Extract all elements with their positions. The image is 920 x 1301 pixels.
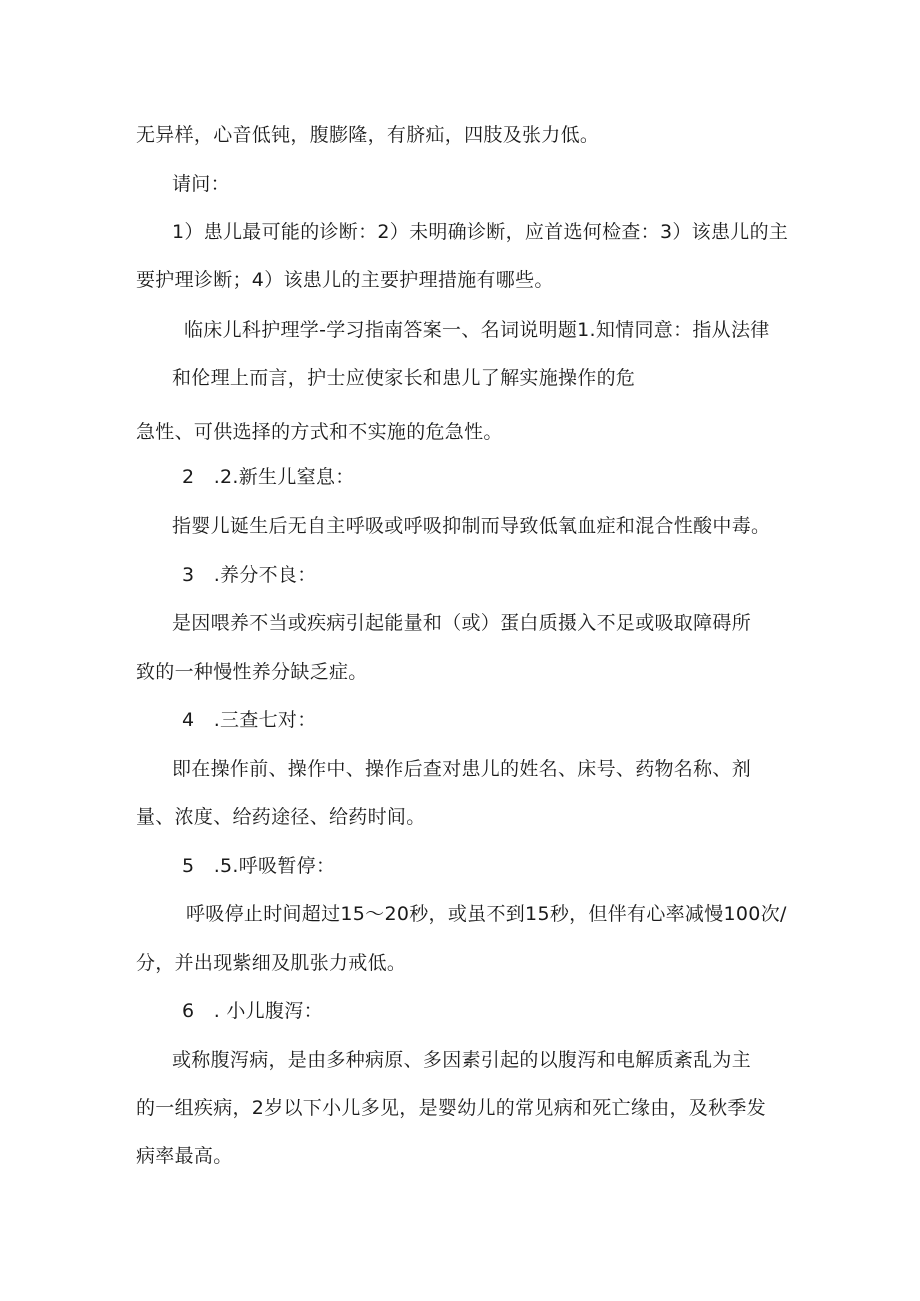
text-line: 1）患儿最可能的诊断：2）未明确诊断，应首选何检查：3）该患儿的主 bbox=[172, 221, 789, 243]
text-line: 急性、可供选择的方式和不实施的危急性。 bbox=[136, 421, 503, 443]
text-line: 4 .三查七对： bbox=[182, 709, 317, 731]
text-line: 是因喂养不当或疾病引起能量和（或）蛋白质摄入不足或吸取障碍所 bbox=[172, 612, 752, 634]
text-line: 请问： bbox=[172, 173, 230, 195]
text-line: 3 .养分不良： bbox=[182, 564, 317, 586]
text-line: 5 .5.呼吸暂停： bbox=[182, 855, 336, 877]
text-line: 或称腹泻病，是由多种病原、多因素引起的以腹泻和电解质紊乱为主 bbox=[172, 1049, 752, 1071]
text-line: 和伦理上而言，护士应使家长和患儿了解实施操作的危 bbox=[172, 367, 636, 389]
text-line: 的一组疾病，2岁以下小儿多见，是婴幼儿的常见病和死亡缘由，及秋季发 bbox=[136, 1097, 766, 1119]
text-line: 致的一种慢性养分缺乏症。 bbox=[136, 661, 368, 683]
text-line: 呼吸停止时间超过15〜20秒，或虽不到15秒，但伴有心率减慢100次/ bbox=[186, 903, 787, 925]
text-line: 要护理诊断；4）该患儿的主要护理措施有哪些。 bbox=[136, 269, 554, 291]
text-line: 6 . 小儿腹泻： bbox=[182, 1000, 323, 1022]
text-line: 即在操作前、操作中、操作后查对患儿的姓名、床号、药物名称、剂 bbox=[172, 758, 752, 780]
text-line: 分，并出现紫细及肌张力戒低。 bbox=[136, 952, 407, 974]
text-line: 指婴儿诞生后无自主呼吸或呼吸抑制而导致低氧血症和混合性酸中毒。 bbox=[172, 515, 771, 537]
text-line: 临床儿科护理学-学习指南答案一、名词说明题1.知情同意：指从法律 bbox=[184, 319, 770, 341]
text-line: 病率最高。 bbox=[136, 1145, 233, 1167]
text-line: 无异样，心音低钝，腹膨隆，有脐疝，四肢及张力低。 bbox=[136, 124, 600, 146]
text-line: 量、浓度、给药途径、给药时间。 bbox=[136, 806, 426, 828]
text-line: 2 .2.新生儿窒息： bbox=[182, 466, 355, 488]
